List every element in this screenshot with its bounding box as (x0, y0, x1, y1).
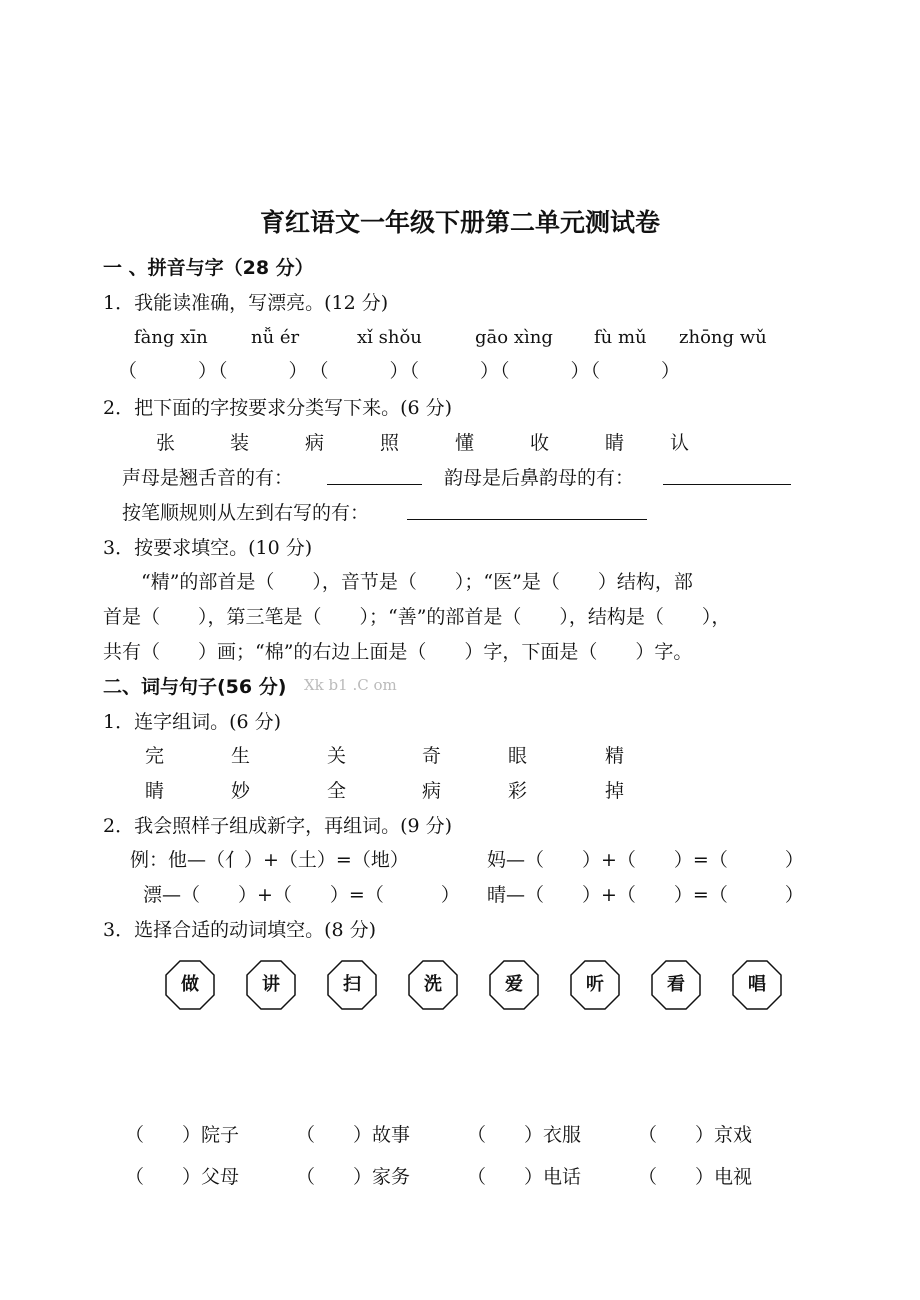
verb-label: 洗 (424, 974, 442, 995)
verb-label: 爱 (505, 974, 523, 995)
char-1: 张 (156, 432, 176, 454)
q3-line-2: 首是（ ），第三笔是（ ）；“善”的部首是（ ），结构是（ ）， (103, 606, 731, 628)
link-char-bottom-1[interactable]: 睛 (145, 780, 165, 802)
verb-fill-2[interactable]: （ ）故事 (296, 1124, 411, 1146)
verb-fill-3[interactable]: （ ）衣服 (467, 1124, 582, 1146)
q3-prompt: 3．按要求填空。(10 分) (103, 537, 313, 559)
link-char-bottom-4[interactable]: 病 (422, 780, 442, 802)
verb-octagon-8[interactable] (732, 960, 782, 1010)
verb-octagon-5[interactable] (489, 960, 539, 1010)
verb-label: 唱 (748, 974, 766, 995)
verb-octagon-3[interactable] (327, 960, 377, 1010)
compose-ma[interactable]: 妈—（ ）+（ ）=（ ） (487, 849, 804, 871)
label-retroflex: 声母是翘舌音的有： (122, 467, 294, 489)
verb-octagon-4[interactable] (408, 960, 458, 1010)
link-char-top-4[interactable]: 奇 (422, 745, 442, 767)
s2-q1-prompt: 1．连字组词。(6 分) (103, 711, 282, 733)
section-1-heading: 一 、拼音与字（28 分） (103, 257, 314, 279)
pinyin-6: zhōng wǔ (679, 327, 767, 348)
link-char-bottom-3[interactable]: 全 (327, 780, 347, 802)
verb-label: 扫 (343, 974, 361, 995)
answer-line-retroflex[interactable] (327, 484, 422, 485)
verb-label: 讲 (262, 974, 280, 995)
s2-q2-prompt: 2．我会照样子组成新字，再组词。(9 分) (103, 815, 453, 837)
char-6: 收 (530, 432, 550, 454)
page-title: 育红语文一年级下册第二单元测试卷 (259, 208, 660, 237)
verb-fill-5[interactable]: （ ）父母 (125, 1166, 240, 1188)
q3-line-1: “精”的部首是（ ），音节是（ ）；“医”是（ ）结构，部 (141, 571, 693, 593)
char-5: 懂 (455, 432, 475, 454)
link-char-top-2[interactable]: 生 (231, 745, 251, 767)
link-char-bottom-2[interactable]: 妙 (231, 780, 251, 802)
compose-example: 例：他—（亻）+（土）=（地） (130, 849, 409, 871)
link-char-bottom-6[interactable]: 掉 (605, 780, 625, 802)
link-char-top-5[interactable]: 眼 (508, 745, 528, 767)
char-2: 装 (230, 432, 250, 454)
verb-label: 听 (586, 974, 604, 995)
answer-line-back-nasal[interactable] (663, 484, 791, 485)
s2-q3-prompt: 3．选择合适的动词填空。(8 分) (103, 919, 377, 941)
pinyin-5: fù mǔ (594, 327, 647, 348)
link-char-top-3[interactable]: 关 (327, 745, 347, 767)
q3-line-3: 共有（ ）画；“棉”的右边上面是（ ）字，下面是（ ）字。 (103, 641, 693, 663)
compose-qing[interactable]: 晴—（ ）+（ ）=（ ） (487, 884, 804, 906)
pinyin-3: xǐ shǒu (357, 327, 422, 348)
pinyin-2: nǚ ér (251, 327, 300, 348)
verb-fill-6[interactable]: （ ）家务 (296, 1166, 411, 1188)
verb-label: 做 (181, 974, 199, 995)
link-char-top-6[interactable]: 精 (605, 745, 625, 767)
label-back-nasal: 韵母是后鼻韵母的有： (444, 467, 635, 489)
char-7: 睛 (605, 432, 625, 454)
section-2-heading: 二、词与句子(56 分) (103, 676, 287, 698)
verb-octagon-1[interactable] (165, 960, 215, 1010)
verb-fill-4[interactable]: （ ）京戏 (638, 1124, 753, 1146)
q2-prompt: 2．把下面的字按要求分类写下来。(6 分) (103, 397, 453, 419)
watermark: Xk b1 .C om (304, 676, 397, 694)
pinyin-1: fàng xīn (134, 327, 208, 348)
pinyin-4: gāo xìng (475, 327, 553, 348)
compose-piao[interactable]: 漂—（ ）+（ ）=（ ） (143, 884, 460, 906)
pinyin-answer-blanks[interactable]: （ ）（ ） （ ）（ ）（ ）（ ） (118, 360, 682, 382)
char-8: 认 (670, 432, 690, 454)
verb-octagon-6[interactable] (570, 960, 620, 1010)
link-char-top-1[interactable]: 完 (145, 745, 165, 767)
verb-label: 看 (667, 974, 685, 995)
verb-octagon-7[interactable] (651, 960, 701, 1010)
verb-fill-8[interactable]: （ ）电视 (638, 1166, 753, 1188)
verb-fill-7[interactable]: （ ）电话 (467, 1166, 582, 1188)
label-left-to-right: 按笔顺规则从左到右写的有： (122, 502, 370, 524)
answer-line-left-to-right[interactable] (407, 519, 647, 520)
verb-fill-1[interactable]: （ ）院子 (125, 1124, 240, 1146)
link-char-bottom-5[interactable]: 彩 (508, 780, 528, 802)
char-4: 照 (380, 432, 400, 454)
q1-prompt: 1．我能读准确，写漂亮。(12 分) (103, 292, 389, 314)
char-3: 病 (305, 432, 325, 454)
verb-octagon-2[interactable] (246, 960, 296, 1010)
